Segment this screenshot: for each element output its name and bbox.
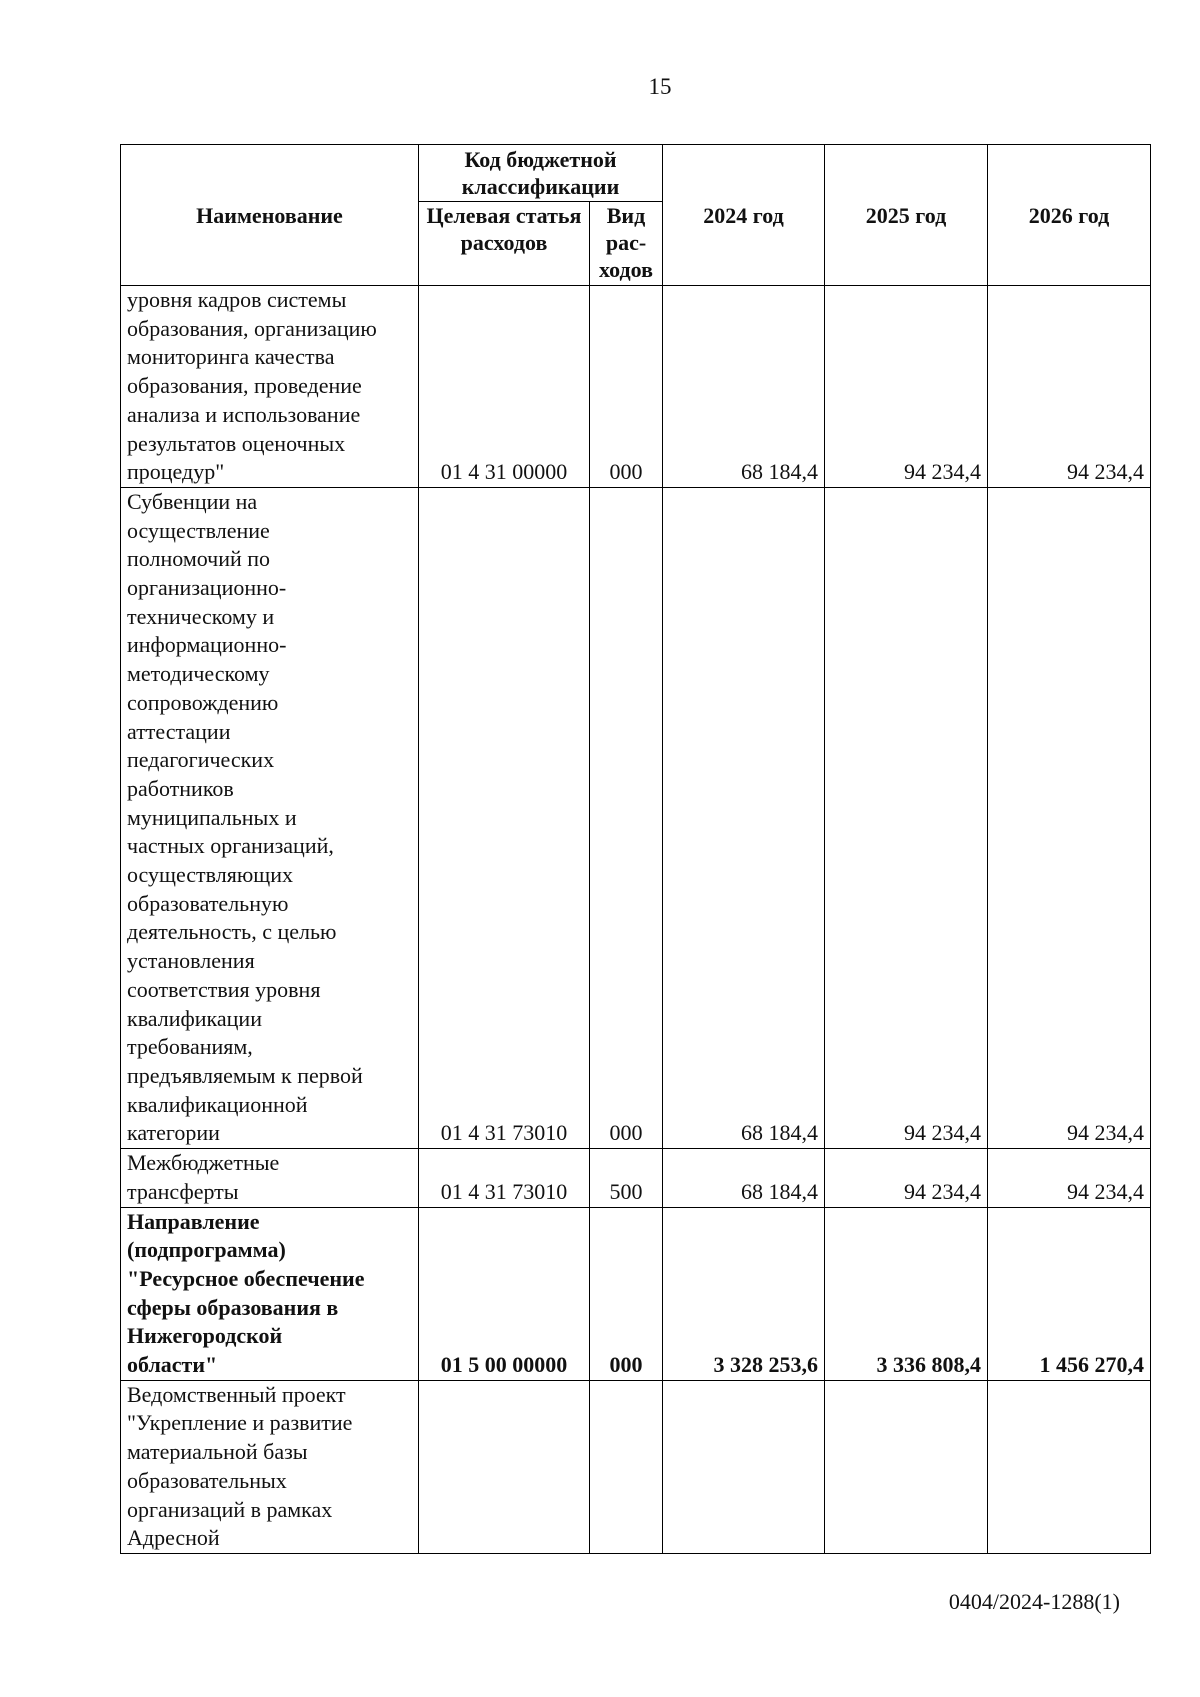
- row-expense-kind: [590, 1380, 663, 1553]
- row-name-line: "Укрепление и развитие: [127, 1410, 353, 1436]
- page-number: 15: [648, 74, 672, 99]
- row-name-line: педагогических: [127, 747, 275, 773]
- row-name-line: методическому: [127, 661, 270, 687]
- row-expense-kind: 000: [590, 1207, 663, 1380]
- row-name-cell: [121, 286, 419, 488]
- row-value-2024: [663, 1380, 825, 1553]
- row-name-line: квалификации: [127, 1005, 262, 1031]
- row-name-line: образования, проведение: [127, 373, 362, 399]
- header-2025: 2025 год: [825, 145, 988, 286]
- row-value-2026: 94 234,4: [988, 1149, 1151, 1207]
- row-target-code: 01 4 31 73010: [419, 1149, 590, 1207]
- row-name-line: (подпрограмма): [127, 1237, 286, 1263]
- row-value-2024: 68 184,4: [663, 487, 825, 1148]
- header-2026: 2026 год: [988, 145, 1151, 286]
- row-name-line: сферы образования в: [127, 1294, 339, 1320]
- header-code-group: Код бюджетной классификации: [419, 145, 663, 202]
- row-value-2025: 94 234,4: [825, 286, 988, 488]
- row-name-line: требованиям,: [127, 1034, 253, 1060]
- row-value-2026: 94 234,4: [988, 286, 1151, 488]
- row-name-line: информационно-: [127, 632, 287, 658]
- row-value-2026: [988, 1380, 1151, 1553]
- row-expense-kind: 000: [590, 487, 663, 1148]
- row-name-line: образования, организацию: [127, 315, 377, 341]
- row-name-line: "Ресурсное обеспечение: [127, 1265, 365, 1291]
- row-value-2024: 68 184,4: [663, 286, 825, 488]
- row-name-line: Ведомственный проект: [127, 1381, 346, 1407]
- row-name-line: установления: [127, 948, 255, 974]
- row-name-line: Направление: [127, 1208, 260, 1234]
- row-name-line: мониторинга качества: [127, 344, 335, 370]
- row-name-line: осуществление: [127, 517, 270, 543]
- row-name-cell: [121, 487, 419, 1148]
- row-target-code: [419, 1380, 590, 1553]
- row-value-2024: 68 184,4: [663, 1149, 825, 1207]
- header-2024: 2024 год: [663, 145, 825, 286]
- row-name-line: полномочий по: [127, 546, 271, 572]
- row-value-2025: 94 234,4: [825, 487, 988, 1148]
- row-name-line: процедур": [127, 459, 225, 485]
- table-body: [121, 286, 1151, 1554]
- row-name-line: техническому и: [127, 603, 275, 629]
- document-number: 0404/2024-1288(1): [948, 1589, 1120, 1614]
- row-name-line: муниципальных и: [127, 804, 297, 830]
- header-expense-kind: Вид рас- ходов: [590, 202, 663, 286]
- row-name-cell: [121, 1380, 419, 1553]
- row-name-line: соответствия уровня: [127, 976, 321, 1002]
- row-name-line: уровня кадров системы: [127, 287, 347, 312]
- row-name-line: области": [127, 1352, 218, 1378]
- row-name-line: предъявляемым к первой: [127, 1062, 363, 1088]
- row-expense-kind: 500: [590, 1149, 663, 1207]
- table-row: [121, 1149, 1151, 1207]
- row-name-line: аттестации: [127, 718, 231, 744]
- row-name-line: деятельность, с целью: [127, 919, 337, 945]
- row-target-code: 01 5 00 00000: [419, 1207, 590, 1380]
- row-name-line: квалификационной: [127, 1091, 308, 1117]
- row-value-2025: 94 234,4: [825, 1149, 988, 1207]
- row-name-line: Межбюджетные: [127, 1150, 280, 1176]
- row-name-line: частных организаций,: [127, 833, 334, 859]
- row-name-line: анализа и использование: [127, 401, 361, 427]
- row-value-2025: 3 336 808,4: [825, 1207, 988, 1380]
- row-name-line: материальной базы: [127, 1439, 308, 1465]
- row-target-code: 01 4 31 00000: [419, 286, 590, 488]
- row-value-2026: 1 456 270,4: [988, 1207, 1151, 1380]
- row-value-2026: 94 234,4: [988, 487, 1151, 1148]
- row-target-code: 01 4 31 73010: [419, 487, 590, 1148]
- row-name-line: организационно-: [127, 575, 287, 601]
- row-name-cell: [121, 1207, 419, 1380]
- row-name-line: Нижегородской: [127, 1323, 283, 1349]
- row-name-line: трансферты: [127, 1178, 239, 1204]
- row-value-2024: 3 328 253,6: [663, 1207, 825, 1380]
- row-name-line: Адресной: [127, 1525, 220, 1551]
- row-name-line: категории: [127, 1120, 220, 1146]
- row-name-line: образовательных: [127, 1467, 287, 1493]
- table-row: [121, 487, 1151, 1148]
- table-row: [121, 286, 1151, 488]
- row-name-line: Субвенции на: [127, 488, 258, 514]
- header-target-article: Целевая статья расходов: [419, 202, 590, 286]
- row-name-cell: [121, 1149, 419, 1207]
- row-name-line: осуществляющих: [127, 862, 293, 888]
- row-name-line: образовательную: [127, 890, 289, 916]
- row-name-line: организаций в рамках: [127, 1496, 333, 1522]
- row-name-line: сопровождению: [127, 689, 279, 715]
- row-name-line: результатов оценочных: [127, 430, 346, 456]
- table-row: [121, 1207, 1151, 1380]
- header-name: Наименование: [121, 145, 419, 286]
- row-expense-kind: 000: [590, 286, 663, 488]
- budget-table: [120, 144, 1151, 1554]
- row-value-2025: [825, 1380, 988, 1553]
- table-row: [121, 1380, 1151, 1553]
- row-name-line: работников: [127, 775, 234, 801]
